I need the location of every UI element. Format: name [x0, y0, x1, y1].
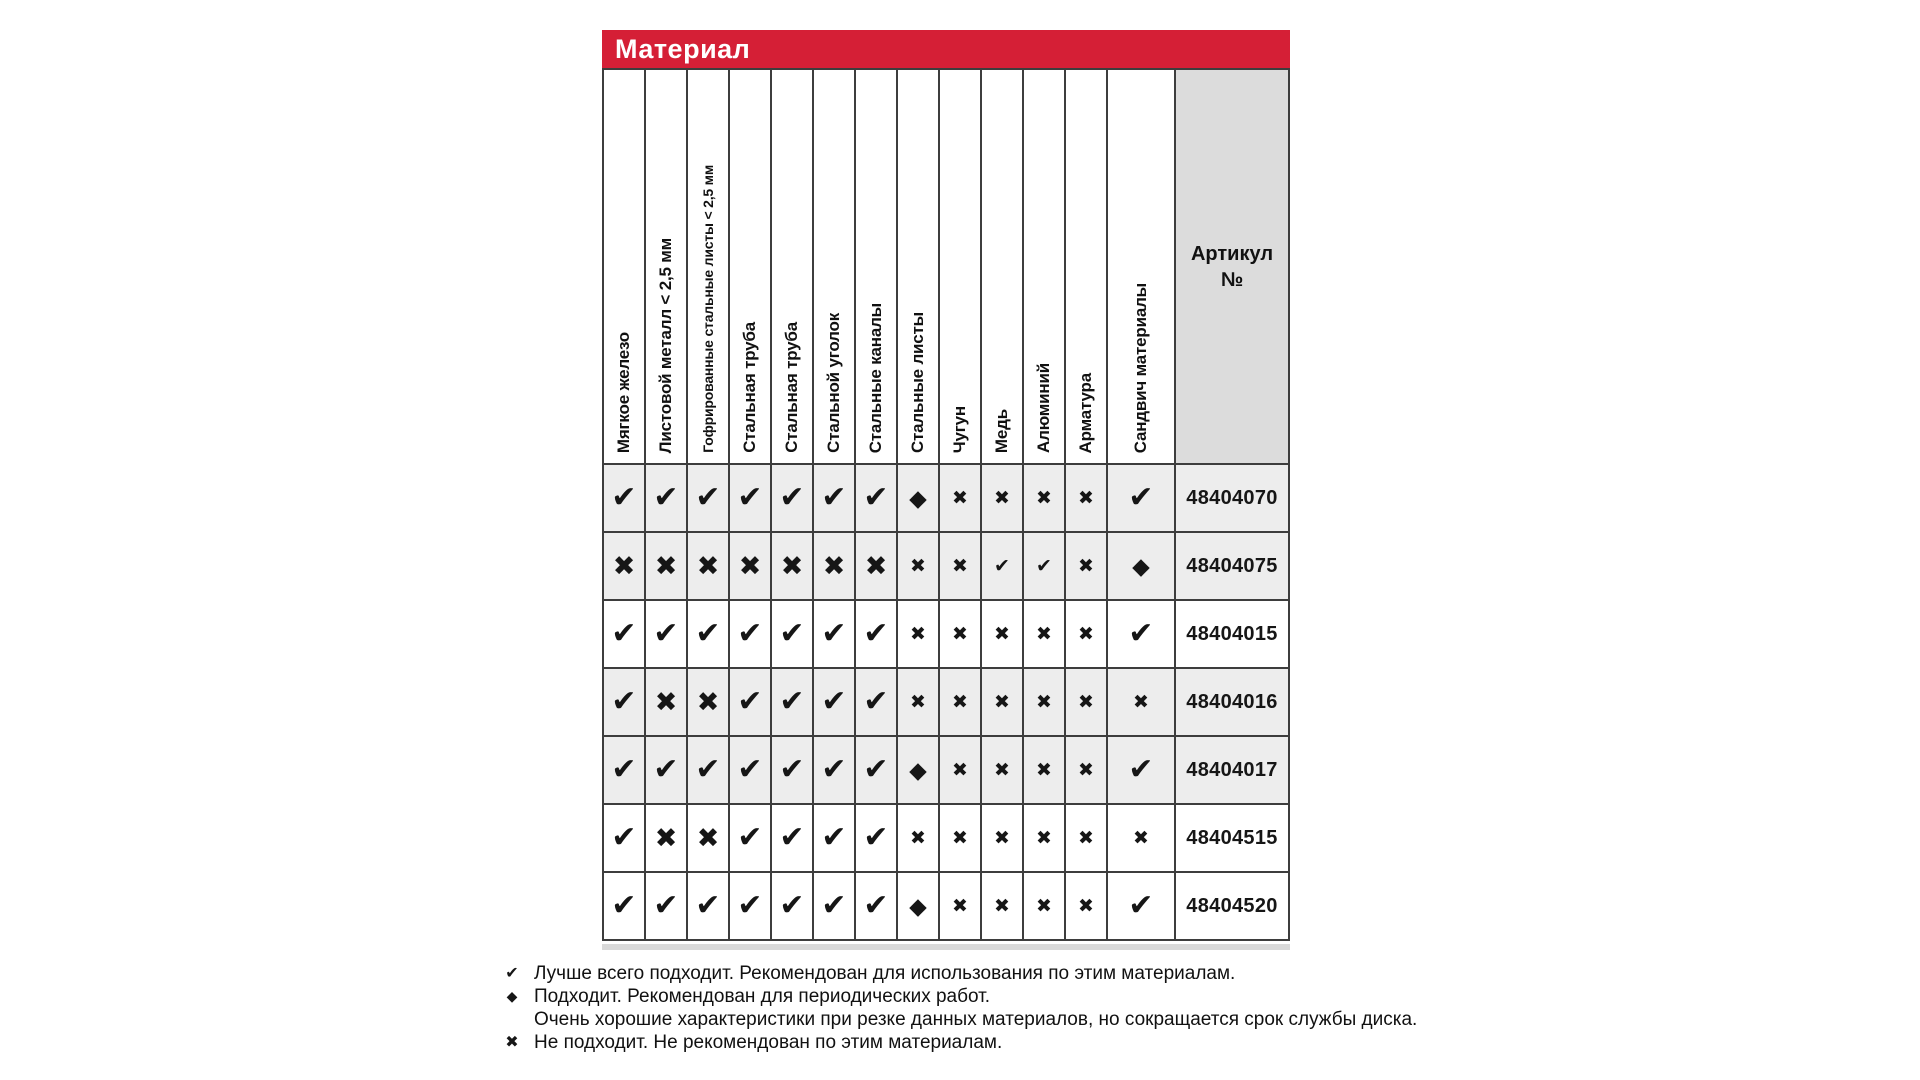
check-icon: ✔: [863, 821, 889, 854]
article-header-line2: №: [1220, 268, 1244, 291]
symbol-cell: [898, 669, 938, 735]
symbol-cell: [1066, 873, 1106, 939]
symbol-cell: [772, 601, 812, 667]
column-header-cell: [814, 70, 854, 463]
symbol-cell: [898, 601, 938, 667]
symbol-cell: [856, 669, 896, 735]
article-number-cell: [1176, 601, 1288, 667]
symbol-cell: [730, 669, 770, 735]
cross-icon: ✖: [994, 827, 1010, 849]
symbol-cell: [730, 533, 770, 599]
check-icon: ✔: [863, 753, 889, 786]
check-icon: ✔: [611, 889, 637, 922]
legend-item-text: [534, 1031, 1002, 1054]
symbol-cell: [730, 465, 770, 531]
legend-item: [502, 962, 1417, 985]
symbol-cell: [1108, 669, 1174, 735]
symbol-cell: [1024, 873, 1064, 939]
cross-icon: ✖: [952, 623, 968, 645]
symbol-cell: [898, 465, 938, 531]
cross-icon: ✖: [1036, 623, 1052, 645]
check-icon: ✔: [821, 889, 847, 922]
legend: [502, 962, 1417, 1054]
column-header-label: Стальные каналы: [866, 302, 885, 453]
check-icon: ✔: [1128, 617, 1154, 650]
symbol-cell: [898, 737, 938, 803]
column-header-label: Сандвич материалы: [1131, 282, 1150, 453]
cross-icon: ✖: [780, 550, 804, 581]
symbol-cell: [898, 805, 938, 871]
symbol-cell: [1108, 805, 1174, 871]
column-header-label: Листовой металл < 2,5 мм: [656, 237, 675, 453]
material-table: [602, 30, 1290, 950]
symbol-cell: [646, 873, 686, 939]
check-icon: ✔: [1128, 753, 1154, 786]
column-header-label: Чугун: [950, 405, 969, 453]
legend-item: [502, 1031, 1417, 1054]
symbol-cell: [814, 737, 854, 803]
article-number: 48404075: [1186, 554, 1278, 577]
check-icon: ✔: [737, 753, 763, 786]
check-icon: ✔: [863, 889, 889, 922]
cross-icon: ✖: [654, 550, 678, 581]
article-number-cell: [1176, 669, 1288, 735]
check-icon: ✔: [1036, 555, 1052, 577]
diamond-icon: ◆: [909, 892, 927, 919]
check-icon: ✔: [779, 481, 805, 514]
check-icon: ✔: [821, 481, 847, 514]
column-header-cell: [940, 70, 980, 463]
cross-icon: ✖: [952, 827, 968, 849]
cross-icon: ✖: [994, 895, 1010, 917]
cross-icon: ✖: [1036, 759, 1052, 781]
symbol-cell: [688, 669, 728, 735]
legend-item: [502, 985, 1417, 1031]
symbol-cell: [1024, 601, 1064, 667]
check-icon: ✔: [821, 617, 847, 650]
check-icon: ✔: [695, 481, 721, 514]
symbol-cell: [688, 465, 728, 531]
cross-icon: ✖: [910, 827, 926, 849]
symbol-cell: [772, 669, 812, 735]
symbol-cell: [856, 533, 896, 599]
column-header-label: Стальная труба: [782, 322, 801, 453]
cross-icon: ✖: [952, 895, 968, 917]
legend-line: Не подходит. Не рекомендован по этим материалам.: [534, 1032, 1003, 1053]
diamond-icon: ◆: [506, 988, 518, 1004]
symbol-cell: [604, 669, 644, 735]
column-header-label: Алюминий: [1034, 363, 1053, 453]
cross-icon: ✖: [994, 487, 1010, 509]
symbol-cell: [1066, 465, 1106, 531]
symbol-cell: [772, 873, 812, 939]
symbol-cell: [856, 805, 896, 871]
article-number-cell: [1176, 805, 1288, 871]
symbol-cell: [1024, 805, 1064, 871]
symbol-cell: [604, 533, 644, 599]
column-header-label: Мягкое железо: [614, 331, 633, 453]
symbol-cell: [814, 465, 854, 531]
symbol-cell: [772, 465, 812, 531]
check-icon: ✔: [695, 617, 721, 650]
article-number: 48404515: [1186, 826, 1278, 849]
check-icon: ✔: [505, 965, 519, 982]
symbol-cell: [856, 601, 896, 667]
cross-icon: ✖: [910, 691, 926, 713]
symbol-cell: [1024, 465, 1064, 531]
symbol-cell: [1108, 601, 1174, 667]
symbol-cell: [982, 873, 1022, 939]
symbol-cell: [940, 533, 980, 599]
article-number: 48404017: [1186, 758, 1278, 781]
cross-icon: ✖: [654, 822, 678, 853]
symbol-cell: [982, 805, 1022, 871]
cross-icon: ✖: [696, 822, 720, 853]
symbol-cell: [1108, 737, 1174, 803]
symbol-cell: [646, 737, 686, 803]
symbol-cell: [1066, 533, 1106, 599]
table-title-bar: [602, 30, 1290, 68]
symbol-cell: [814, 805, 854, 871]
cross-icon: ✖: [1036, 827, 1052, 849]
check-icon: ✔: [779, 685, 805, 718]
symbol-cell: [1066, 669, 1106, 735]
column-header-cell: [1024, 70, 1064, 463]
check-icon: ✔: [1128, 481, 1154, 514]
symbol-cell: [1024, 669, 1064, 735]
symbol-cell: [898, 533, 938, 599]
cross-icon: ✖: [952, 555, 968, 577]
cross-icon: ✖: [1078, 487, 1094, 509]
symbol-cell: [646, 601, 686, 667]
symbol-cell: [688, 601, 728, 667]
column-header-cell: [688, 70, 728, 463]
cross-icon: ✖: [696, 686, 720, 717]
legend-item-text: [534, 985, 1417, 1031]
symbol-cell: [940, 465, 980, 531]
cross-icon: ✖: [910, 555, 926, 577]
cross-icon: ✖: [952, 691, 968, 713]
article-number-cell: [1176, 533, 1288, 599]
symbol-cell: [940, 805, 980, 871]
symbol-cell: [814, 601, 854, 667]
check-icon: ✔: [653, 617, 679, 650]
symbol-cell: [856, 873, 896, 939]
cross-icon: ✖: [654, 686, 678, 717]
column-header-cell: [898, 70, 938, 463]
symbol-cell: [1024, 737, 1064, 803]
cross-icon: ✖: [738, 550, 762, 581]
check-icon: ✔: [611, 821, 637, 854]
material-grid: [602, 68, 1290, 941]
column-header-cell: [646, 70, 686, 463]
check-icon: ✔: [994, 555, 1010, 577]
check-icon: ✔: [611, 753, 637, 786]
symbol-cell: [1108, 533, 1174, 599]
symbol-cell: [1024, 533, 1064, 599]
symbol-cell: [772, 805, 812, 871]
check-icon: ✔: [737, 481, 763, 514]
column-header-label: Гофрированные стальные листы < 2,5 мм: [700, 165, 716, 453]
check-icon: ✔: [863, 685, 889, 718]
symbol-cell: [856, 465, 896, 531]
column-header-label: Стальные листы: [908, 311, 927, 453]
check-icon: ✔: [821, 753, 847, 786]
column-header-cell: [982, 70, 1022, 463]
symbol-cell: [940, 601, 980, 667]
legend-item-text: [534, 962, 1235, 985]
symbol-cell: [940, 873, 980, 939]
symbol-cell: [982, 669, 1022, 735]
article-number: 48404016: [1186, 690, 1278, 713]
symbol-cell: [646, 465, 686, 531]
column-header-cell: [856, 70, 896, 463]
check-icon: ✔: [611, 617, 637, 650]
column-header-label: Арматура: [1076, 372, 1095, 453]
cross-icon: ✖: [952, 487, 968, 509]
column-header-cell: [730, 70, 770, 463]
legend-line: Лучше всего подходит. Рекомендован для использования по этим материалам.: [534, 963, 1236, 984]
check-icon: ✔: [779, 821, 805, 854]
check-icon: ✔: [737, 685, 763, 718]
check-icon: ✔: [737, 889, 763, 922]
symbol-cell: [1108, 873, 1174, 939]
symbol-cell: [982, 533, 1022, 599]
column-header-cell: [772, 70, 812, 463]
symbol-cell: [814, 873, 854, 939]
symbol-cell: [646, 533, 686, 599]
symbol-cell: [730, 805, 770, 871]
symbol-cell: [814, 669, 854, 735]
cross-icon: ✖: [994, 759, 1010, 781]
symbol-cell: [688, 737, 728, 803]
symbol-cell: [940, 737, 980, 803]
symbol-cell: [604, 805, 644, 871]
symbol-cell: [1108, 465, 1174, 531]
check-icon: ✔: [611, 685, 637, 718]
cross-icon: ✖: [1036, 691, 1052, 713]
diamond-icon: ◆: [909, 756, 927, 783]
check-icon: ✔: [653, 889, 679, 922]
cross-icon: ✖: [1036, 487, 1052, 509]
cross-icon: ✖: [1133, 827, 1149, 849]
symbol-cell: [982, 465, 1022, 531]
symbol-cell: [604, 737, 644, 803]
cross-icon: ✖: [696, 550, 720, 581]
cross-icon: ✖: [1036, 895, 1052, 917]
column-header-label: Медь: [992, 408, 1011, 453]
check-icon: ✔: [653, 481, 679, 514]
check-icon: ✔: [779, 753, 805, 786]
cross-icon: ✖: [1078, 623, 1094, 645]
cross-icon: ✖: [1078, 895, 1094, 917]
cross-icon: ✖: [1078, 759, 1094, 781]
cross-icon: ✖: [1078, 827, 1094, 849]
symbol-cell: [982, 601, 1022, 667]
check-icon: ✔: [863, 481, 889, 514]
symbol-cell: [772, 737, 812, 803]
cross-icon: ✖: [822, 550, 846, 581]
symbol-cell: [940, 669, 980, 735]
cross-icon: ✖: [1133, 691, 1149, 713]
check-icon: ✔: [737, 821, 763, 854]
symbol-cell: [604, 465, 644, 531]
column-header-label: Стальной уголок: [824, 313, 843, 453]
check-icon: ✔: [821, 821, 847, 854]
cross-icon: ✖: [505, 1034, 519, 1051]
symbol-cell: [730, 873, 770, 939]
legend-line: Подходит. Рекомендован для периодических работ.: [534, 986, 991, 1007]
article-number-cell: [1176, 465, 1288, 531]
table-title: Материал: [615, 33, 751, 64]
column-header-cell: [604, 70, 644, 463]
cross-icon: ✖: [994, 691, 1010, 713]
article-number-cell: [1176, 873, 1288, 939]
check-icon: ✔: [779, 617, 805, 650]
symbol-cell: [604, 601, 644, 667]
symbol-cell: [688, 873, 728, 939]
check-icon: ✔: [1128, 889, 1154, 922]
article-number-cell: [1176, 737, 1288, 803]
table-bottom-edge: [602, 944, 1290, 950]
check-icon: ✔: [611, 481, 637, 514]
check-icon: ✔: [695, 889, 721, 922]
check-icon: ✔: [779, 889, 805, 922]
check-icon: ✔: [821, 685, 847, 718]
symbol-cell: [730, 601, 770, 667]
symbol-cell: [814, 533, 854, 599]
article-number: 48404015: [1186, 622, 1278, 645]
cross-icon: ✖: [952, 759, 968, 781]
symbol-cell: [856, 737, 896, 803]
cross-icon: ✖: [910, 623, 926, 645]
legend-line: Очень хорошие характеристики при резке данных материалов, но сокращается срок службы диска.: [534, 1009, 1418, 1030]
diamond-icon: ◆: [909, 484, 927, 511]
cross-icon: ✖: [1078, 555, 1094, 577]
symbol-cell: [688, 533, 728, 599]
cross-icon: ✖: [994, 623, 1010, 645]
column-header-cell: [1066, 70, 1106, 463]
symbol-cell: [982, 737, 1022, 803]
article-number: 48404520: [1186, 894, 1278, 917]
symbol-cell: [604, 873, 644, 939]
check-icon: ✔: [863, 617, 889, 650]
column-header-cell: [1108, 70, 1174, 463]
symbol-cell: [646, 805, 686, 871]
symbol-cell: [1066, 601, 1106, 667]
cross-icon: ✖: [612, 550, 636, 581]
symbol-cell: [1066, 805, 1106, 871]
check-icon: ✔: [653, 753, 679, 786]
cross-icon: ✖: [1078, 691, 1094, 713]
symbol-cell: [730, 737, 770, 803]
check-icon: ✔: [737, 617, 763, 650]
article-header-line1: Артикул: [1190, 242, 1274, 265]
symbol-cell: [772, 533, 812, 599]
symbol-cell: [688, 805, 728, 871]
column-header-label: Стальная труба: [740, 322, 759, 453]
symbol-cell: [646, 669, 686, 735]
check-icon: ✔: [695, 753, 721, 786]
symbol-cell: [1066, 737, 1106, 803]
cross-icon: ✖: [864, 550, 888, 581]
article-number: 48404070: [1186, 486, 1278, 509]
diamond-icon: ◆: [1132, 552, 1150, 579]
article-header-cell: [1176, 70, 1288, 463]
symbol-cell: [898, 873, 938, 939]
